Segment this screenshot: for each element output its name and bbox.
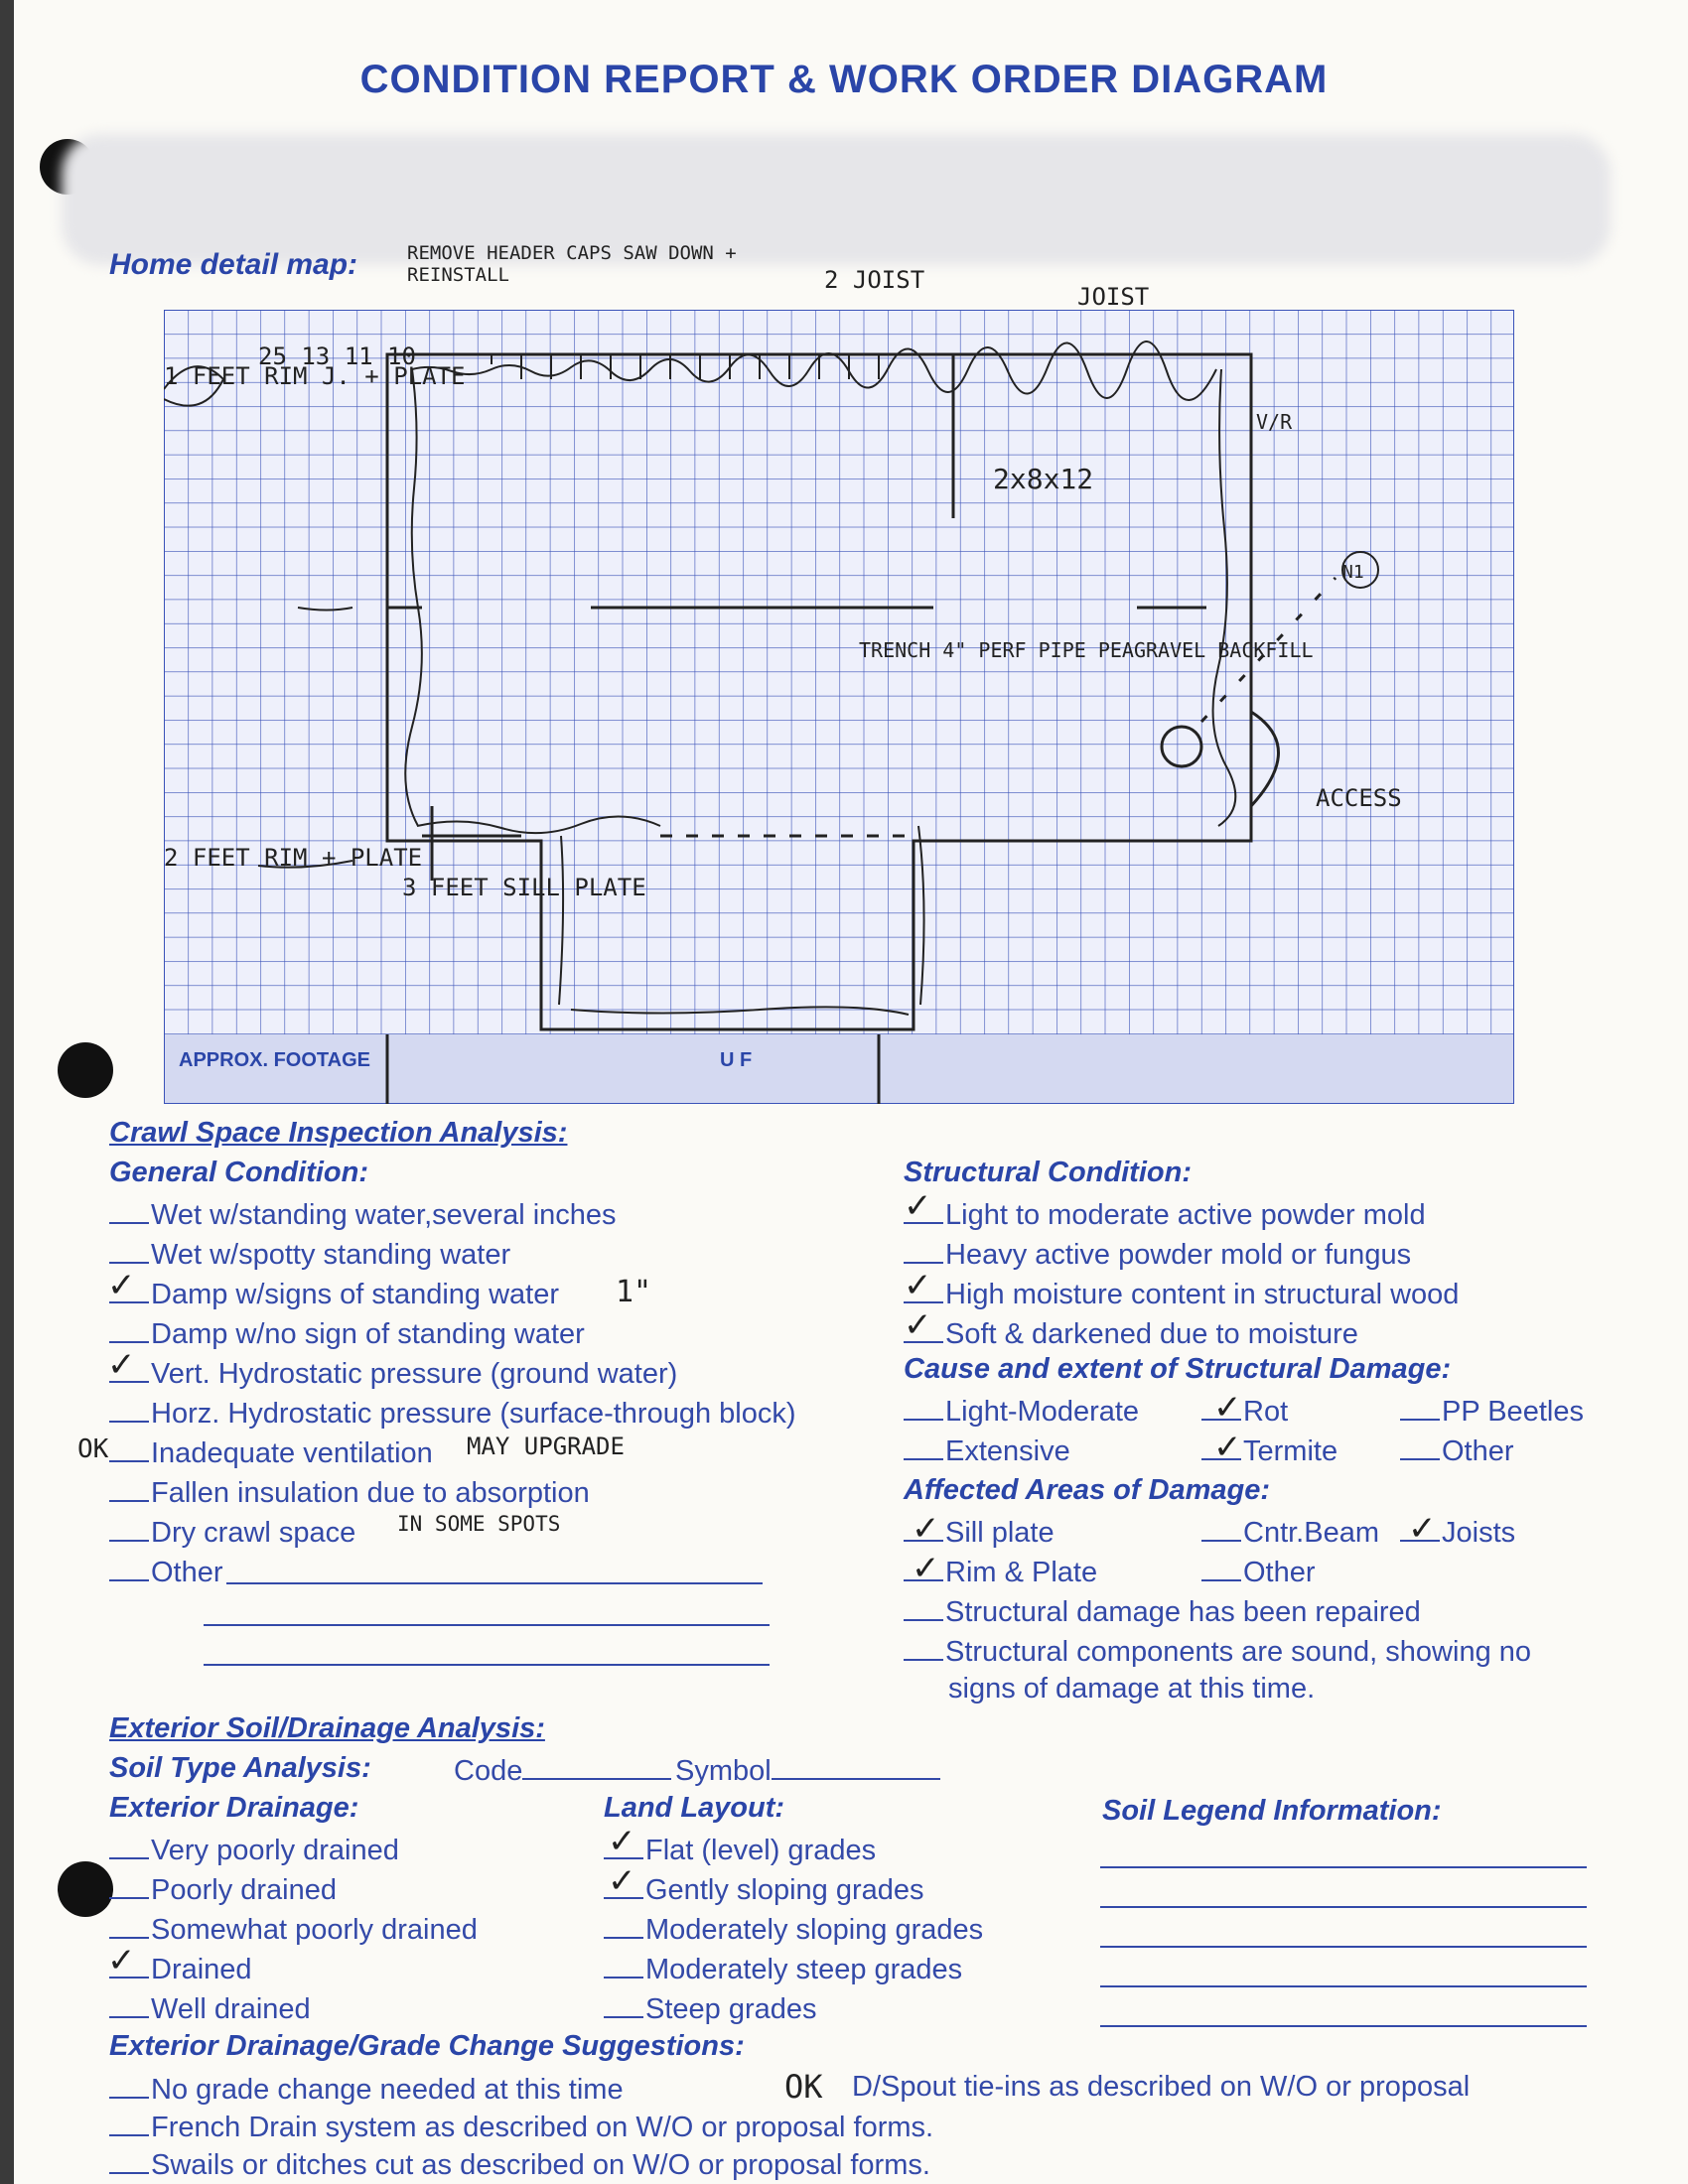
other-fill-line[interactable] bbox=[226, 1582, 763, 1584]
checkmark-icon: ✓ bbox=[608, 1861, 636, 1901]
redacted-area bbox=[62, 134, 1611, 265]
general-condition-item: Dry crawl space bbox=[109, 1514, 355, 1550]
cause-pp-beetles: PP Beetles bbox=[1400, 1393, 1584, 1429]
checkmark-icon: ✓ bbox=[608, 1822, 636, 1861]
checkbox-blank[interactable] bbox=[109, 1196, 149, 1224]
crawl-heading: Crawl Space Inspection Analysis: bbox=[109, 1117, 568, 1149]
checkbox-blank[interactable] bbox=[109, 2109, 149, 2136]
exterior-heading: Exterior Soil/Drainage Analysis: bbox=[109, 1712, 545, 1744]
checkbox-blank[interactable] bbox=[109, 1474, 149, 1502]
note-n1: N1 bbox=[1342, 562, 1364, 583]
legend-line[interactable] bbox=[1100, 1906, 1587, 1908]
other-fill-line[interactable] bbox=[204, 1624, 770, 1626]
checkmark-icon: ✓ bbox=[912, 1549, 940, 1588]
structural-repaired: Structural damage has been repaired bbox=[904, 1593, 1421, 1629]
structural-sound-2: signs of damage at this time. bbox=[948, 1673, 1316, 1705]
checkmark-icon: ✓ bbox=[904, 1266, 932, 1305]
checkmark-icon: ✓ bbox=[904, 1305, 932, 1345]
general-condition-item: Vert. Hydrostatic pressure (ground water) bbox=[109, 1355, 677, 1391]
spout-tie-ins: D/Spout tie-ins as described on W/O or proposal bbox=[852, 2071, 1471, 2103]
cause-heading: Cause and extent of Structural Damage: bbox=[904, 1353, 1452, 1385]
checkbox-blank[interactable] bbox=[904, 1236, 943, 1264]
affected-cntr-beam: Cntr.Beam bbox=[1201, 1514, 1379, 1550]
land-layout-item: Steep grades bbox=[604, 1990, 817, 2026]
home-detail-map bbox=[164, 310, 1514, 1104]
note-ok-spout: OK bbox=[784, 2068, 823, 2106]
cause-extensive: Extensive bbox=[904, 1433, 1070, 1468]
affected-joists: Joists bbox=[1400, 1514, 1515, 1550]
suggestion-item: French Drain system as described on W/O or proposal forms. bbox=[109, 2109, 933, 2144]
legend-heading: Soil Legend Information: bbox=[1102, 1795, 1442, 1827]
note-vr: V/R bbox=[1256, 410, 1293, 434]
structural-sound: Structural components are sound, showing no bbox=[904, 1633, 1531, 1669]
drainage-item: Well drained bbox=[109, 1990, 311, 2026]
checkmark-icon: ✓ bbox=[904, 1186, 932, 1226]
legend-line[interactable] bbox=[1100, 1946, 1587, 1948]
note-ok-vent: OK bbox=[77, 1434, 109, 1464]
drainage-heading: Exterior Drainage: bbox=[109, 1792, 359, 1824]
drainage-item: Poorly drained bbox=[109, 1871, 337, 1907]
checkbox-blank[interactable] bbox=[109, 1514, 149, 1542]
general-condition-item: Horz. Hydrostatic pressure (surface-through block) bbox=[109, 1395, 796, 1431]
soil-type-heading: Soil Type Analysis: bbox=[109, 1752, 371, 1784]
general-condition-item: Wet w/spotty standing water bbox=[109, 1236, 510, 1272]
note-feet-2: 2 FEET RIM + PLATE bbox=[164, 844, 423, 872]
note-remove-header: REMOVE HEADER CAPS SAW DOWN + REINSTALL bbox=[407, 242, 737, 286]
land-layout-item: Gently sloping grades bbox=[604, 1871, 924, 1907]
punch-hole bbox=[58, 1861, 113, 1917]
checkmark-icon: ✓ bbox=[1213, 1428, 1242, 1467]
structural-condition-item: High moisture content in structural wood bbox=[904, 1276, 1459, 1311]
checkbox-blank[interactable] bbox=[109, 1434, 149, 1462]
suggestion-item: Swails or ditches cut as described on W/O or proposal forms. bbox=[109, 2146, 930, 2182]
land-layout-item: Flat (level) grades bbox=[604, 1832, 876, 1867]
affected-sill-plate: Sill plate bbox=[904, 1514, 1055, 1550]
uf-label: U F bbox=[720, 1049, 753, 1071]
general-condition-item: Fallen insulation due to absorption bbox=[109, 1474, 590, 1510]
checkmark-icon: ✓ bbox=[912, 1509, 940, 1549]
punch-hole bbox=[58, 1042, 113, 1098]
legend-line[interactable] bbox=[1100, 2025, 1587, 2027]
affected-heading: Affected Areas of Damage: bbox=[904, 1474, 1271, 1506]
affected-rim-plate: Rim & Plate bbox=[904, 1554, 1097, 1589]
home-map-label: Home detail map: bbox=[109, 248, 358, 281]
soil-code: Code bbox=[454, 1752, 673, 1788]
affected-other: Other bbox=[1201, 1554, 1316, 1589]
checkbox-blank[interactable] bbox=[109, 2146, 149, 2174]
structural-condition-item: Soft & darkened due to moisture bbox=[904, 1315, 1358, 1351]
note-size: 2x8x12 bbox=[993, 463, 1094, 495]
structural-condition-item: Heavy active powder mold or fungus bbox=[904, 1236, 1411, 1272]
general-condition-item: Inadequate ventilation bbox=[109, 1434, 433, 1470]
checkmark-icon: ✓ bbox=[107, 1345, 136, 1385]
checkbox-blank[interactable] bbox=[604, 1951, 643, 1979]
checkbox-blank[interactable] bbox=[109, 1315, 149, 1343]
note-feet-1: 1 FEET RIM J. + PLATE bbox=[164, 362, 466, 390]
land-layout-item: Moderately sloping grades bbox=[604, 1911, 983, 1947]
soil-symbol: Symbol bbox=[675, 1752, 942, 1788]
other-fill-line[interactable] bbox=[204, 1664, 770, 1666]
suggestion-item: No grade change needed at this time bbox=[109, 2071, 624, 2107]
note-spots: IN SOME SPOTS bbox=[397, 1512, 561, 1536]
cause-rot: Rot bbox=[1201, 1393, 1288, 1429]
note-joist-2: 2 JOIST bbox=[824, 266, 925, 294]
general-heading: General Condition: bbox=[109, 1157, 368, 1188]
land-heading: Land Layout: bbox=[604, 1792, 785, 1824]
structural-heading: Structural Condition: bbox=[904, 1157, 1192, 1188]
structural-condition-item: Light to moderate active powder mold bbox=[904, 1196, 1426, 1232]
note-1in: 1" bbox=[616, 1275, 652, 1309]
checkbox-blank[interactable] bbox=[604, 1990, 643, 2018]
approx-footage-label: APPROX. FOOTAGE bbox=[179, 1049, 370, 1071]
cause-termite: Termite bbox=[1201, 1433, 1337, 1468]
note-feet-3: 3 FEET SILL PLATE bbox=[402, 874, 646, 901]
land-layout-item: Moderately steep grades bbox=[604, 1951, 962, 1986]
note-nums: 25 13 11 10 bbox=[258, 342, 416, 370]
note-trench: TRENCH 4" PERF PIPE PEAGRAVEL BACKFILL bbox=[859, 638, 1314, 662]
page-title: CONDITION REPORT & WORK ORDER DIAGRAM bbox=[359, 58, 1329, 101]
checkbox-blank[interactable] bbox=[109, 1990, 149, 2018]
general-condition-item: Damp w/signs of standing water bbox=[109, 1276, 559, 1311]
cause-other: Other bbox=[1400, 1433, 1514, 1468]
checkbox-blank[interactable] bbox=[109, 1832, 149, 1859]
note-upgrade: MAY UPGRADE bbox=[467, 1433, 625, 1460]
checkmark-icon: ✓ bbox=[107, 1266, 136, 1305]
binder-edge bbox=[0, 0, 14, 2184]
checkbox-blank[interactable] bbox=[109, 1871, 149, 1899]
checkbox-blank[interactable] bbox=[109, 2071, 149, 2099]
drainage-item: Very poorly drained bbox=[109, 1832, 399, 1867]
suggest-heading: Exterior Drainage/Grade Change Suggestions: bbox=[109, 2030, 745, 2062]
checkbox-blank[interactable] bbox=[109, 1236, 149, 1264]
general-condition-item: Damp w/no sign of standing water bbox=[109, 1315, 585, 1351]
checkmark-icon: ✓ bbox=[1213, 1388, 1242, 1428]
general-condition-item: Wet w/standing water,several inches bbox=[109, 1196, 617, 1232]
checkmark-icon: ✓ bbox=[107, 1941, 136, 1980]
checkmark-icon: ✓ bbox=[1408, 1509, 1437, 1549]
note-joist-1: JOIST bbox=[1077, 283, 1150, 311]
note-access: ACCESS bbox=[1316, 784, 1402, 812]
general-condition-item: Other bbox=[109, 1554, 223, 1589]
cause-light-moderate: Light-Moderate bbox=[904, 1393, 1139, 1429]
legend-line[interactable] bbox=[1100, 1985, 1587, 1987]
checkbox-blank[interactable] bbox=[604, 1911, 643, 1939]
checkbox-blank[interactable] bbox=[109, 1554, 149, 1581]
checkbox-blank[interactable] bbox=[109, 1395, 149, 1423]
legend-line[interactable] bbox=[1100, 1866, 1587, 1868]
drainage-item: Drained bbox=[109, 1951, 252, 1986]
checkbox-blank[interactable] bbox=[109, 1911, 149, 1939]
drainage-item: Somewhat poorly drained bbox=[109, 1911, 478, 1947]
